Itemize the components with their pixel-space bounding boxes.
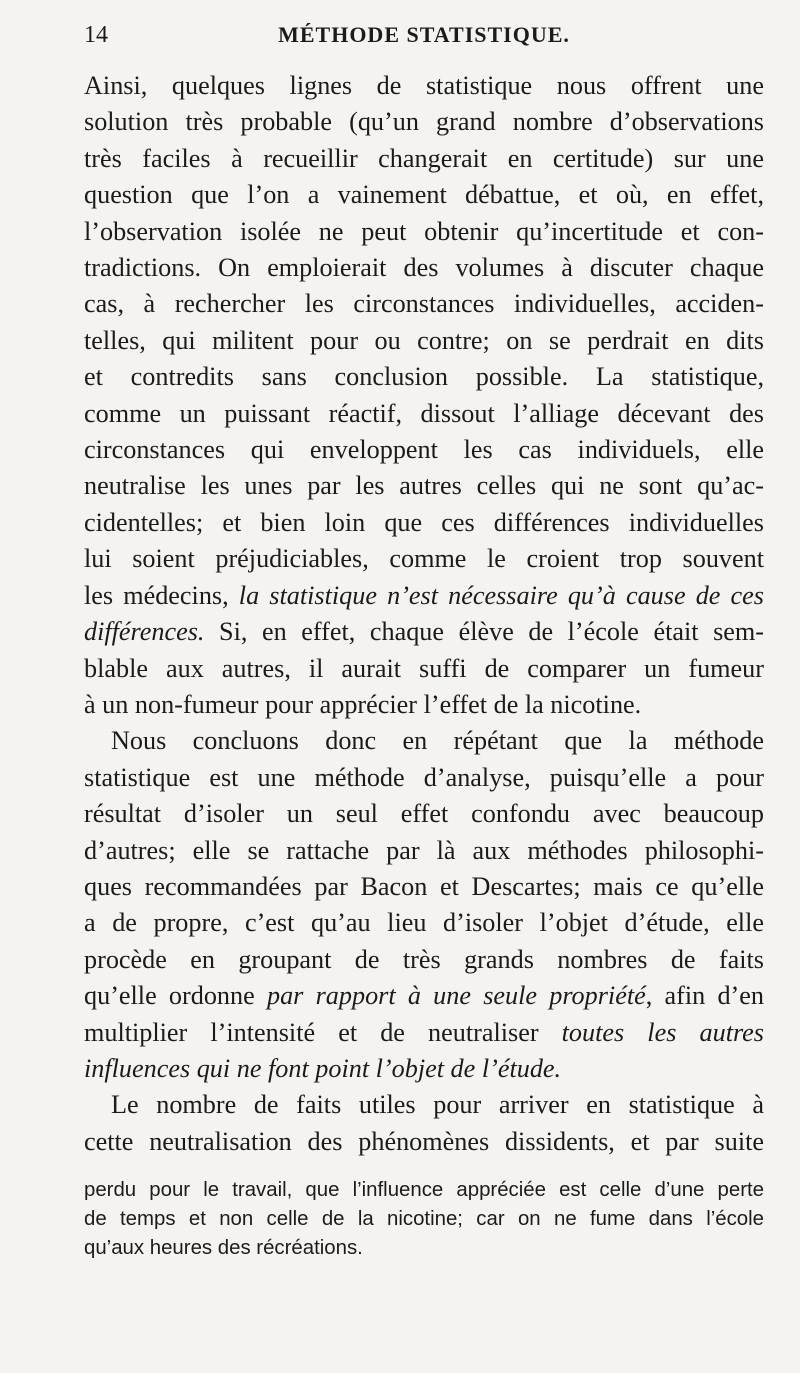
text-line: question que l’on a vainement débattue, et où, en effet, bbox=[84, 180, 764, 210]
text-line: cette neutralisation des phénomènes dissidents, et par suite bbox=[84, 1126, 764, 1156]
italic-phrase: influences qui ne font point l’objet de l’étude. bbox=[84, 1053, 562, 1083]
text-line: telles, qui militent pour ou contre; on se perdrait en dits bbox=[84, 325, 764, 355]
text-line: d’autres; elle se rattache par là aux méthodes philosophi- bbox=[84, 835, 764, 865]
text-line: solution très probable (qu’un grand nombre d’observations bbox=[84, 107, 764, 137]
text-line: circonstances qui enveloppent les cas individuels, elle bbox=[84, 435, 764, 465]
text-line: a de propre, c’est qu’au lieu d’isoler l’objet d’étude, elle bbox=[84, 908, 764, 938]
italic-phrase: la statistique n’est nécessaire qu’à cause de ces bbox=[238, 580, 764, 610]
text-line: cas, à rechercher les circonstances individuelles, acciden- bbox=[84, 289, 764, 319]
text-line: multiplier l’intensité et de neutraliser toutes les autres bbox=[84, 1017, 765, 1047]
footnote-line: qu’aux heures des récréations. bbox=[84, 1237, 363, 1260]
text-line: l’observation isolée ne peut obtenir qu’incertitude et con- bbox=[84, 216, 764, 246]
text-line: à un non-fumeur pour apprécier l’effet de la nicotine. bbox=[84, 689, 642, 719]
text-line: lui soient préjudiciables, comme le croient trop souvent bbox=[84, 544, 764, 574]
text-line: blable aux autres, il aurait suffi de comparer un fumeur bbox=[84, 653, 764, 683]
text-line: cidentelles; et bien loin que ces différences individuelles bbox=[84, 507, 764, 537]
text-line: et contredits sans conclusion possible. La statistique, bbox=[84, 362, 764, 392]
text-line: Ainsi, quelques lignes de statistique nous offrent une bbox=[84, 71, 764, 100]
text-line: neutralise les unes par les autres celles qui ne sont qu’ac- bbox=[84, 471, 764, 501]
italic-phrase: différences. bbox=[84, 617, 205, 647]
main-text bbox=[84, 68, 764, 1160]
italic-phrase: par rapport à une seule propriété bbox=[266, 981, 646, 1011]
running-title: MÉTHODE STATISTIQUE. bbox=[278, 22, 570, 47]
text-line: ques recommandées par Bacon et Descartes; mais ce qu’elle bbox=[84, 871, 764, 901]
text-line bbox=[84, 1051, 764, 1087]
text-line: statistique est une méthode d’analyse, puisqu’elle a pour bbox=[84, 762, 764, 792]
text-line: différences. Si, en effet, chaque élève de l’école était sem- bbox=[84, 617, 764, 647]
text-line: très faciles à recueillir changerait en certitude) sur une bbox=[84, 143, 764, 173]
paragraph-start-line: Nous concluons donc en répétant que la méthode bbox=[111, 726, 764, 756]
page-number: 14 bbox=[84, 22, 108, 48]
footnote-line: de temps et non celle de la nicotine; car on ne fume dans l’école bbox=[84, 1208, 764, 1231]
footnote bbox=[84, 1176, 764, 1263]
text-line: qu’elle ordonne par rapport à une seule propriété, afin d’en bbox=[84, 981, 764, 1011]
text-line: tradictions. On emploierait des volumes à discuter chaque bbox=[84, 253, 764, 283]
running-head bbox=[84, 22, 764, 56]
text-line: les médecins, la statistique n’est nécessaire qu’à cause de ces bbox=[84, 580, 764, 610]
text-line: procède en groupant de très grands nombres de faits bbox=[84, 944, 764, 974]
paragraph-start-line: Le nombre de faits utiles pour arriver en statistique à bbox=[111, 1090, 764, 1120]
italic-phrase: toutes les autres bbox=[561, 1017, 765, 1047]
footnote-line: perdu pour le travail, que l’influence appréciée est celle d’une perte bbox=[84, 1179, 764, 1202]
text-line: résultat d’isoler un seul effet confondu avec beaucoup bbox=[84, 799, 764, 829]
text-line: comme un puissant réactif, dissout l’alliage décevant des bbox=[84, 398, 764, 428]
